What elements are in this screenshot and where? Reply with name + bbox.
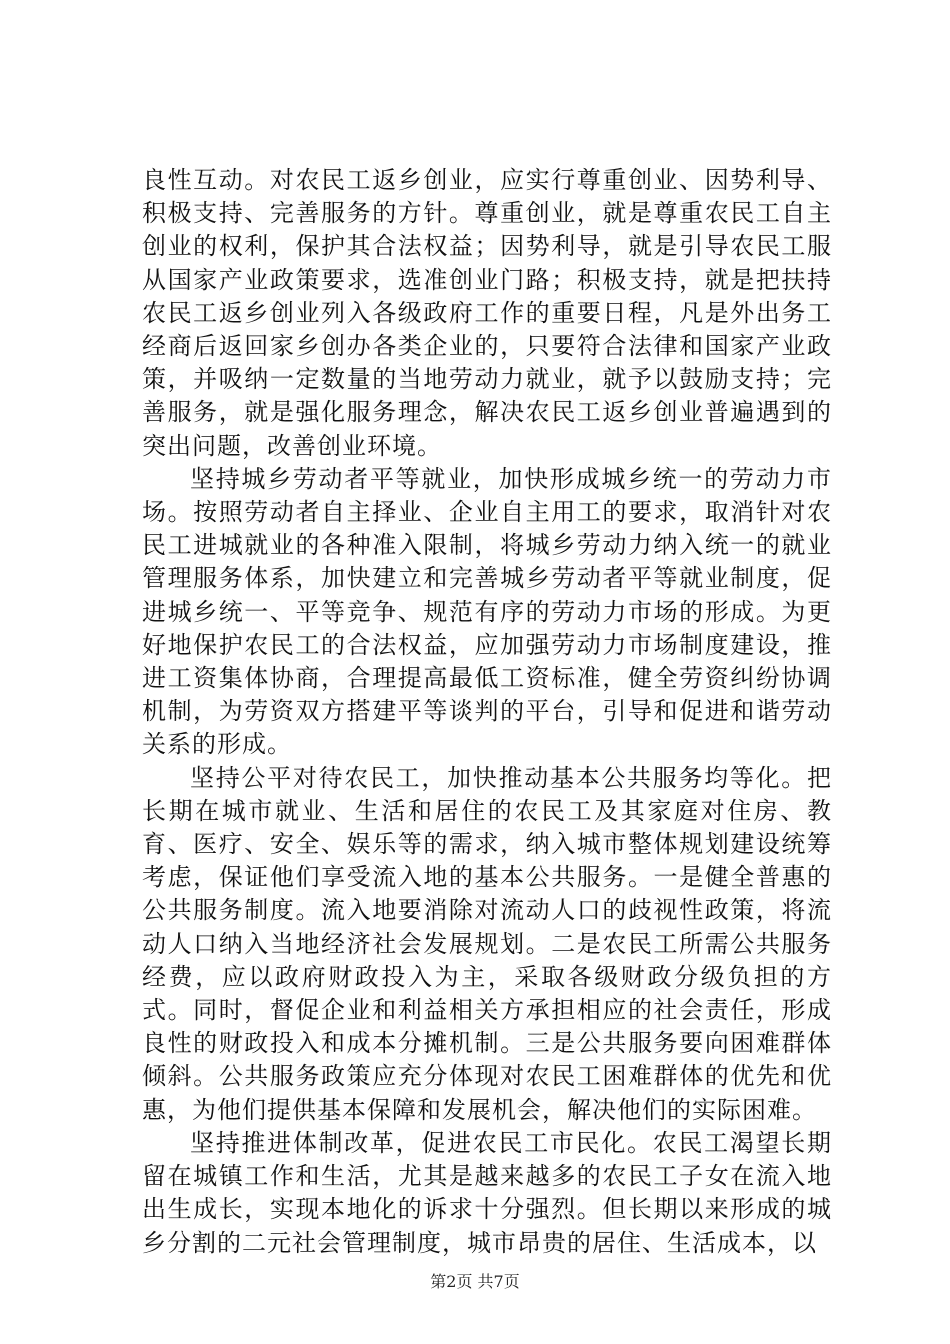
paragraph-continuation: 良性互动。对农民工返乡创业，应实行尊重创业、因势利导、积极支持、完善服务的方针。尊重创业，就是尊重农民工自主创业的权利，保护其合法权益；因势利导，就是引导农民工服从国家产业政策要求，选准创业门路；积极支持，就是把扶持农民工返乡创业列入各级政府工作的重要日程，凡是外出务工经商后返回家乡创办各类企业的，只要符合法律和国家产业政策，并吸纳一定数量的当地劳动力就业，就予以鼓励支持；完善服务，就是强化服务理念，解决农民工返乡创业普遍遇到的突出问题，改善创业环境。 <box>142 166 832 460</box>
paragraph-equal-employment: 坚持城乡劳动者平等就业，加快形成城乡统一的劳动力市场。按照劳动者自主择业、企业自主用工的要求，取消针对农民工进城就业的各种准入限制，将城乡劳动力纳入统一的就业管理服务体系，加快建立和完善城乡劳动者平等就业制度，促进城乡统一、平等竞争、规范有序的劳动力市场的形成。为更好地保护农民工的合法权益，应加强劳动力市场制度建设，推进工资集体协商，合理提高最低工资标准，健全劳资纠纷协调机制，为劳资双方搭建平等谈判的平台，引导和促进和谐劳动关系的形成。 <box>142 464 832 759</box>
paragraph-institutional-reform: 坚持推进体制改革，促进农民工市民化。农民工渴望长期留在城镇工作和生活，尤其是越来越多的农民工子女在流入地出生成长，实现本地化的诉求十分强烈。但长期以来形成的城乡分割的二元社会管理制度，城市昂贵的居住、生活成本，以 <box>142 1128 832 1257</box>
paragraph-public-services: 坚持公平对待农民工，加快推动基本公共服务均等化。把长期在城市就业、生活和居住的农民工及其家庭对住房、教育、医疗、安全、娱乐等的需求，纳入城市整体规划建设统筹考虑，保证他们享受流入地的基本公共服务。一是健全普惠的公共服务制度。流入地要消除对流动人口的歧视性政策，将流动人口纳入当地经济社会发展规划。二是农民工所需公共服务经费，应以政府财政投入为主，采取各级财政分级负担的方式。同时，督促企业和利益相关方承担相应的社会责任，形成良性的财政投入和成本分摊机制。三是公共服务要向困难群体倾斜。公共服务政策应充分体现对农民工困难群体的优先和优惠，为他们提供基本保障和发展机会，解决他们的实际困难。 <box>142 763 832 1124</box>
page-footer: 第2页 共7页 <box>430 1272 520 1291</box>
document-body <box>142 164 832 1260</box>
